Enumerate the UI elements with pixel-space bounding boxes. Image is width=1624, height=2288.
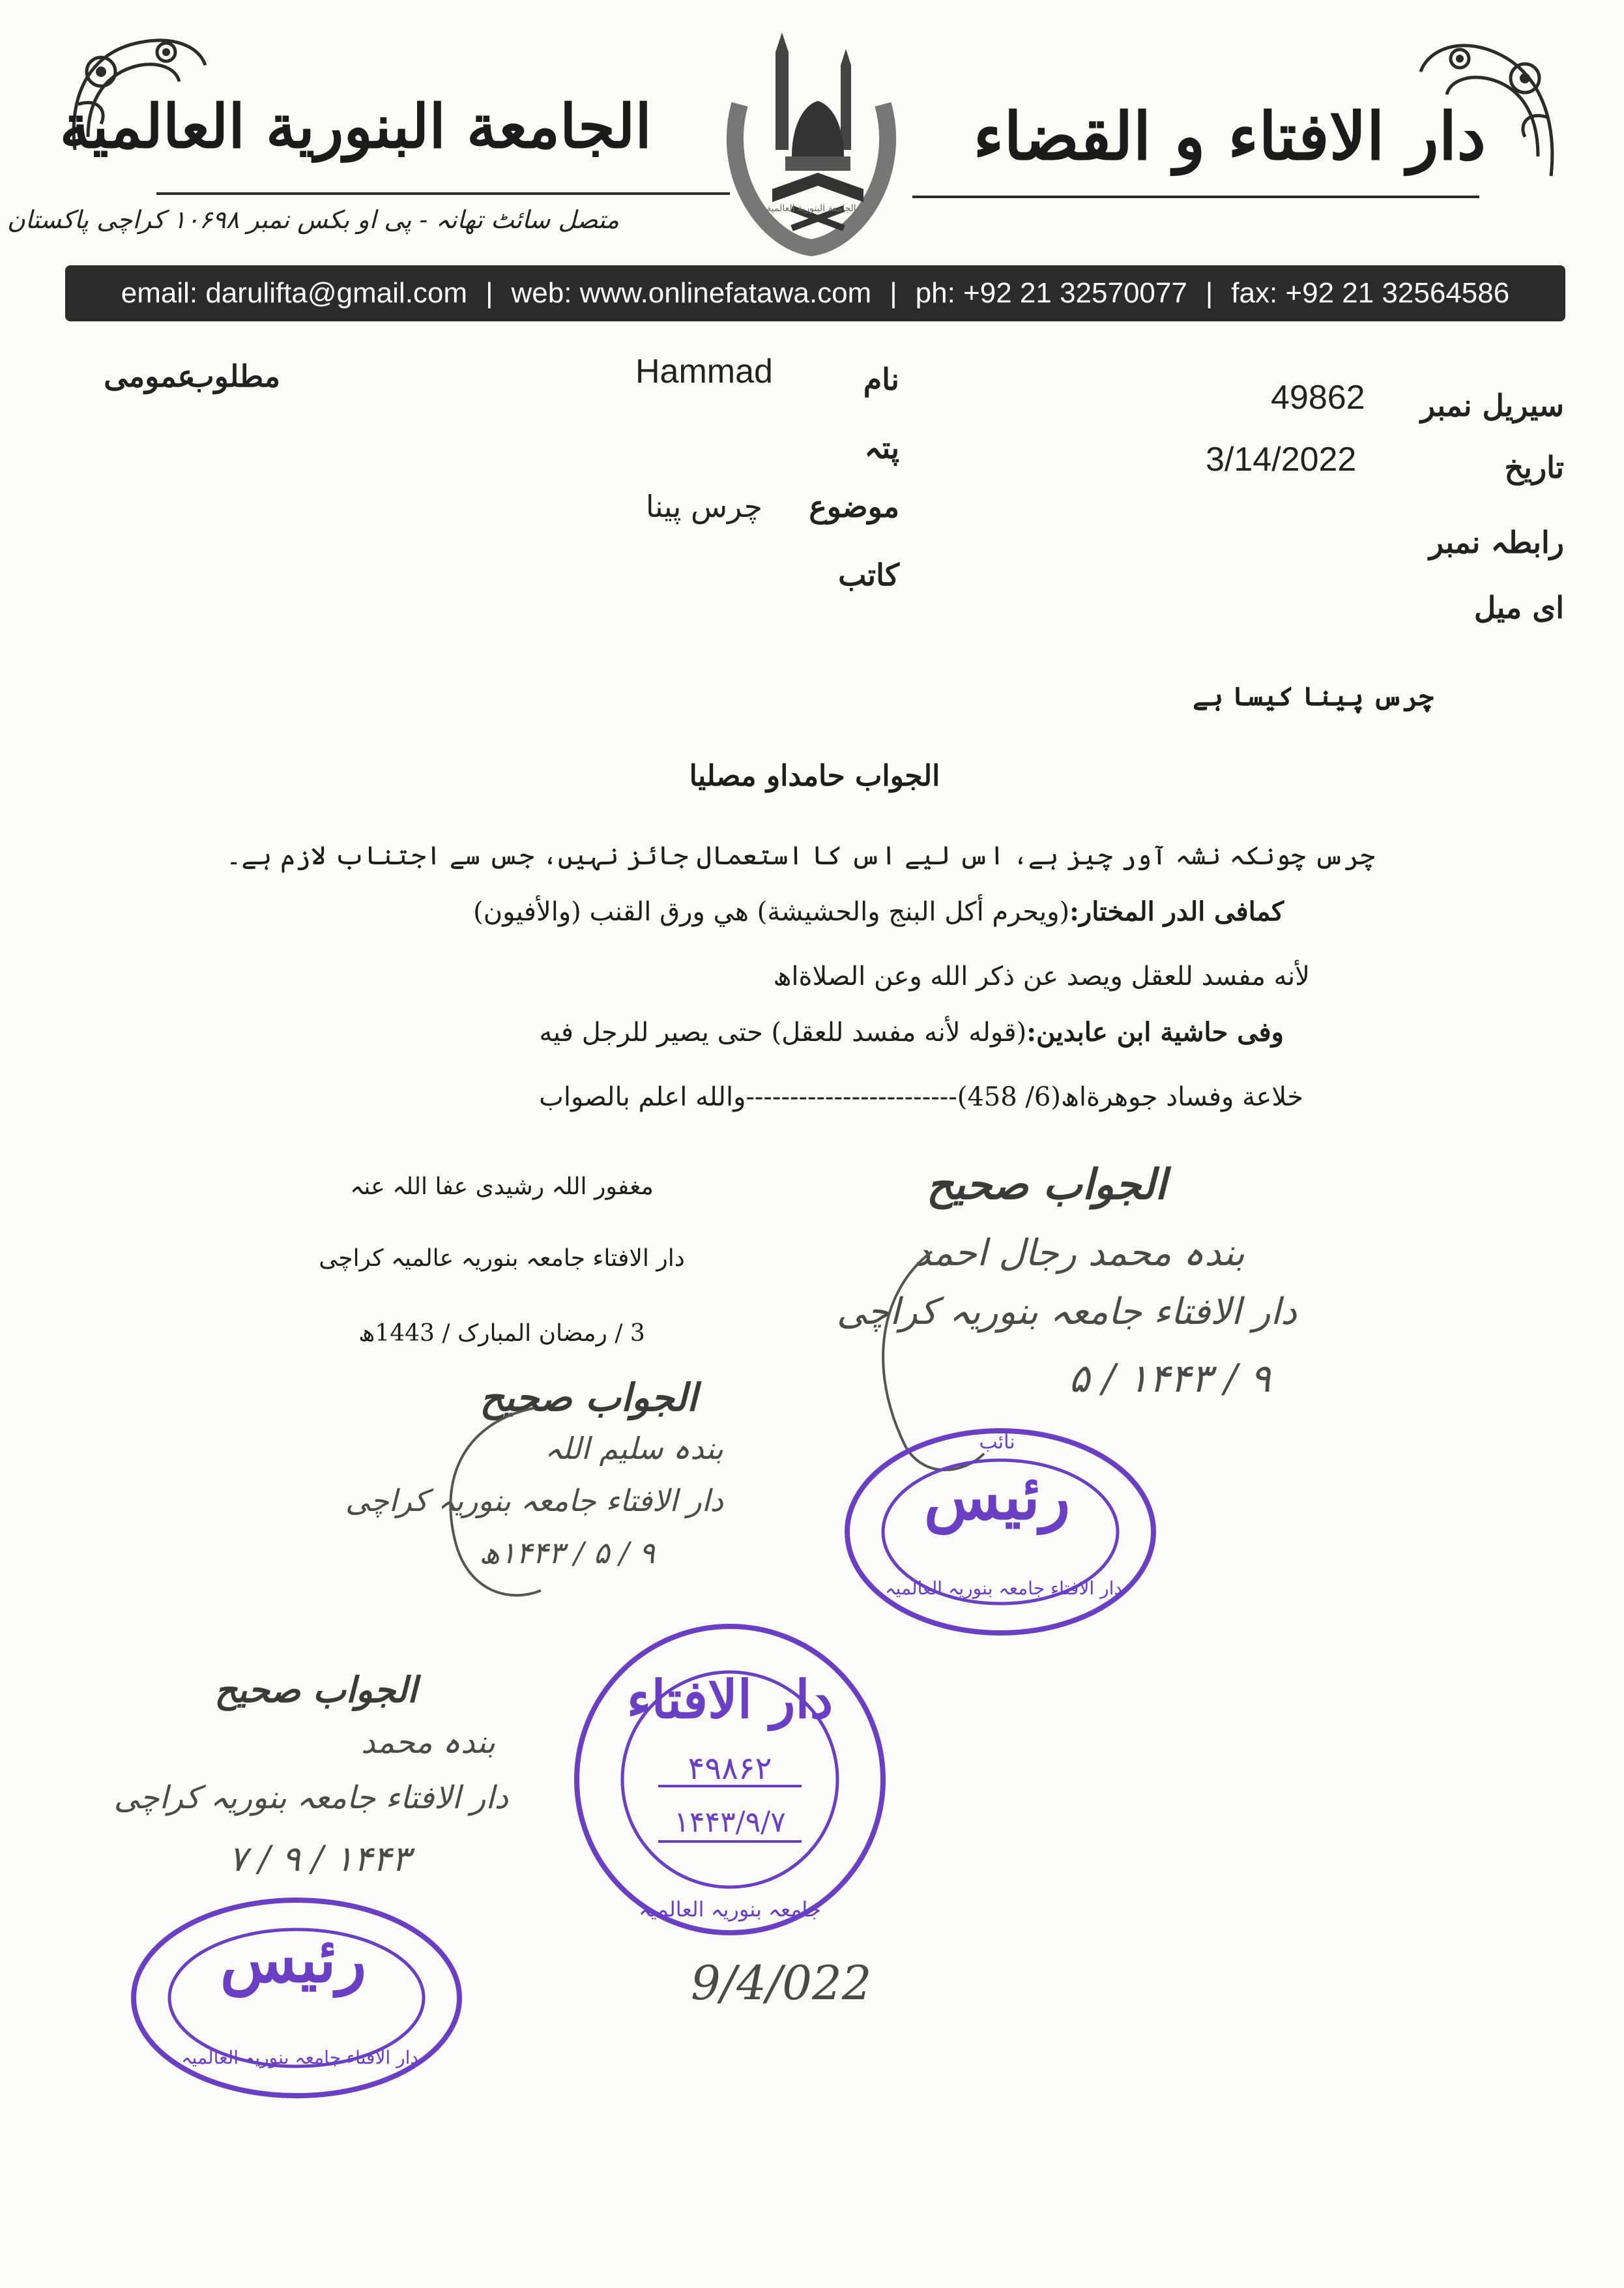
- approval-3-heading: الجواب صحیح: [214, 1669, 417, 1710]
- subject-value: چرس پینا: [645, 489, 762, 524]
- stamp-head-ring: دار الافتاء جامعہ بنوریہ العالمیہ: [181, 2047, 418, 2068]
- fatwa-date-hijri: 3 / رمضان المبارک / 1443ھ: [358, 1320, 645, 1347]
- email-label: ای میل: [1473, 590, 1564, 625]
- approval-1-signer: بندہ محمد رجال احمد: [914, 1232, 1245, 1274]
- approval-3-signer: بندہ محمد: [360, 1724, 495, 1761]
- approval-3-date: ۱۴۴۳ / ۹ / ۷: [228, 1838, 411, 1879]
- serial-label: سیریل نمبر: [1420, 388, 1564, 423]
- stamp-main-serial: ۴۹۸۶۲: [688, 1750, 772, 1787]
- mufti-name: مغفور اللہ رشیدی عفا اللہ عنہ: [350, 1173, 654, 1200]
- writer-label: کاتب: [838, 557, 899, 593]
- quote-ibn-abidin-text: (قوله لأنه مفسد للعقل) حتى يصير للرجل فيه: [539, 1018, 1027, 1048]
- stamp-main-date: ۱۴۴۳/۹/۷: [674, 1806, 786, 1839]
- stamp-deputy-label: نائب: [979, 1431, 1015, 1454]
- contact-separator: |: [486, 277, 493, 309]
- quote-durr-text: (ویحرم أكل البنج والحشيشة) هي ورق القنب (والأفيون): [473, 897, 1070, 927]
- approval-1-date: ۹ / ۱۴۴۳ / ۵: [1068, 1356, 1271, 1401]
- mufti-institution: دار الافتاء جامعہ بنوریہ عالمیہ کراچی: [319, 1245, 685, 1272]
- contact-website[interactable]: web: www.onlinefatawa.com: [511, 277, 872, 309]
- quote-source-durr: کمافی الدر المختار:: [1069, 896, 1284, 927]
- answer-line-4: [287, 1017, 1284, 1048]
- handwritten-date: 9/4/022: [691, 1956, 872, 2010]
- contact-separator: |: [890, 277, 897, 309]
- approval-1-institution: دار الافتاء جامعہ بنوریہ کراچی: [836, 1291, 1297, 1333]
- contact-email[interactable]: email: darulifta@gmail.com: [121, 277, 468, 309]
- stamp-deputy-ring: دار الافتاء جامعہ بنوریہ العالمیہ: [885, 1577, 1122, 1599]
- university-name: الجامعة البنوریة العالمیة: [59, 91, 652, 162]
- stamp-main-ring: جامعہ بنوریہ العالمیہ: [639, 1897, 821, 1922]
- emblem-ring-text: الجامعة البنوریة العالمیة: [766, 203, 856, 214]
- question-text: چرس پینا کیسا ہے: [1193, 681, 1434, 712]
- required-label: مطلوب: [186, 359, 280, 394]
- approval-1-heading: الجواب صحیح: [926, 1160, 1167, 1209]
- university-address: متصل سائٹ تھانہ - پی او بکس نمبر ۱۰۶۹۸ کراچی پاکستان: [7, 205, 619, 234]
- required-value: عمومی: [104, 359, 196, 394]
- address-label: پتہ: [864, 430, 899, 465]
- serial-value: 49862: [1271, 379, 1365, 417]
- answer-line-2: [287, 896, 1284, 927]
- quote-source-ibn-abidin: وفی حاشیة ابن عابدین:: [1026, 1017, 1284, 1048]
- approval-2-signer: بندہ سلیم اللہ: [544, 1431, 723, 1466]
- approval-2-scribble-icon: [411, 1395, 580, 1610]
- answer-line-1: چرس چونکہ نشہ آور چیز ہے، اس لیے اس کا استعمال جائز نہیں، جس سے اجتناب لازم ہے۔: [225, 841, 1375, 871]
- date-label: تاریخ: [1504, 450, 1564, 485]
- stamp-head-title: رئیس: [220, 1923, 367, 1997]
- contact-number-label: رابطہ نمبر: [1428, 525, 1564, 560]
- contact-separator: |: [1205, 277, 1213, 309]
- letterhead: [0, 0, 1624, 261]
- answer-line-5: خلاعة وفساد جوهرةاھ(6/ 458)------------------------والله اعلم بالصواب: [539, 1082, 1303, 1112]
- contact-phone: ph: +92 21 32570077: [915, 277, 1187, 309]
- stamp-deputy-title: رئیس: [923, 1460, 1071, 1534]
- header-rule-right: [912, 196, 1479, 198]
- subject-label: موضوع: [809, 489, 899, 524]
- header-rule-left: [156, 192, 730, 195]
- approval-2-institution: دار الافتاء جامعہ بنوریہ کراچی: [345, 1483, 723, 1518]
- answer-line-3: لأنه مفسد للعقل ويصد عن ذكر الله وعن الصلاةاھ: [773, 961, 1310, 991]
- name-value: Hammad: [635, 353, 773, 390]
- answer-heading: الجواب حامداو مصلیا: [689, 759, 940, 793]
- contact-fax: fax: +92 21 32564586: [1231, 277, 1510, 309]
- university-emblem-icon: [714, 26, 909, 261]
- contact-bar: [65, 265, 1565, 321]
- dar-ul-ifta-title: دار الافتاء و القضاء: [973, 98, 1486, 175]
- approval-2-heading: الجواب صحیح: [480, 1375, 697, 1420]
- name-label: نام: [863, 362, 899, 397]
- date-value: 3/14/2022: [1206, 441, 1357, 478]
- approval-3-institution: دار الافتاء جامعہ بنوریہ کراچی: [113, 1780, 508, 1816]
- approval-2-date: ۹ / ۵ / ۱۴۴۳ھ: [479, 1535, 655, 1570]
- stamp-main-title: دار الافتاء: [626, 1669, 834, 1730]
